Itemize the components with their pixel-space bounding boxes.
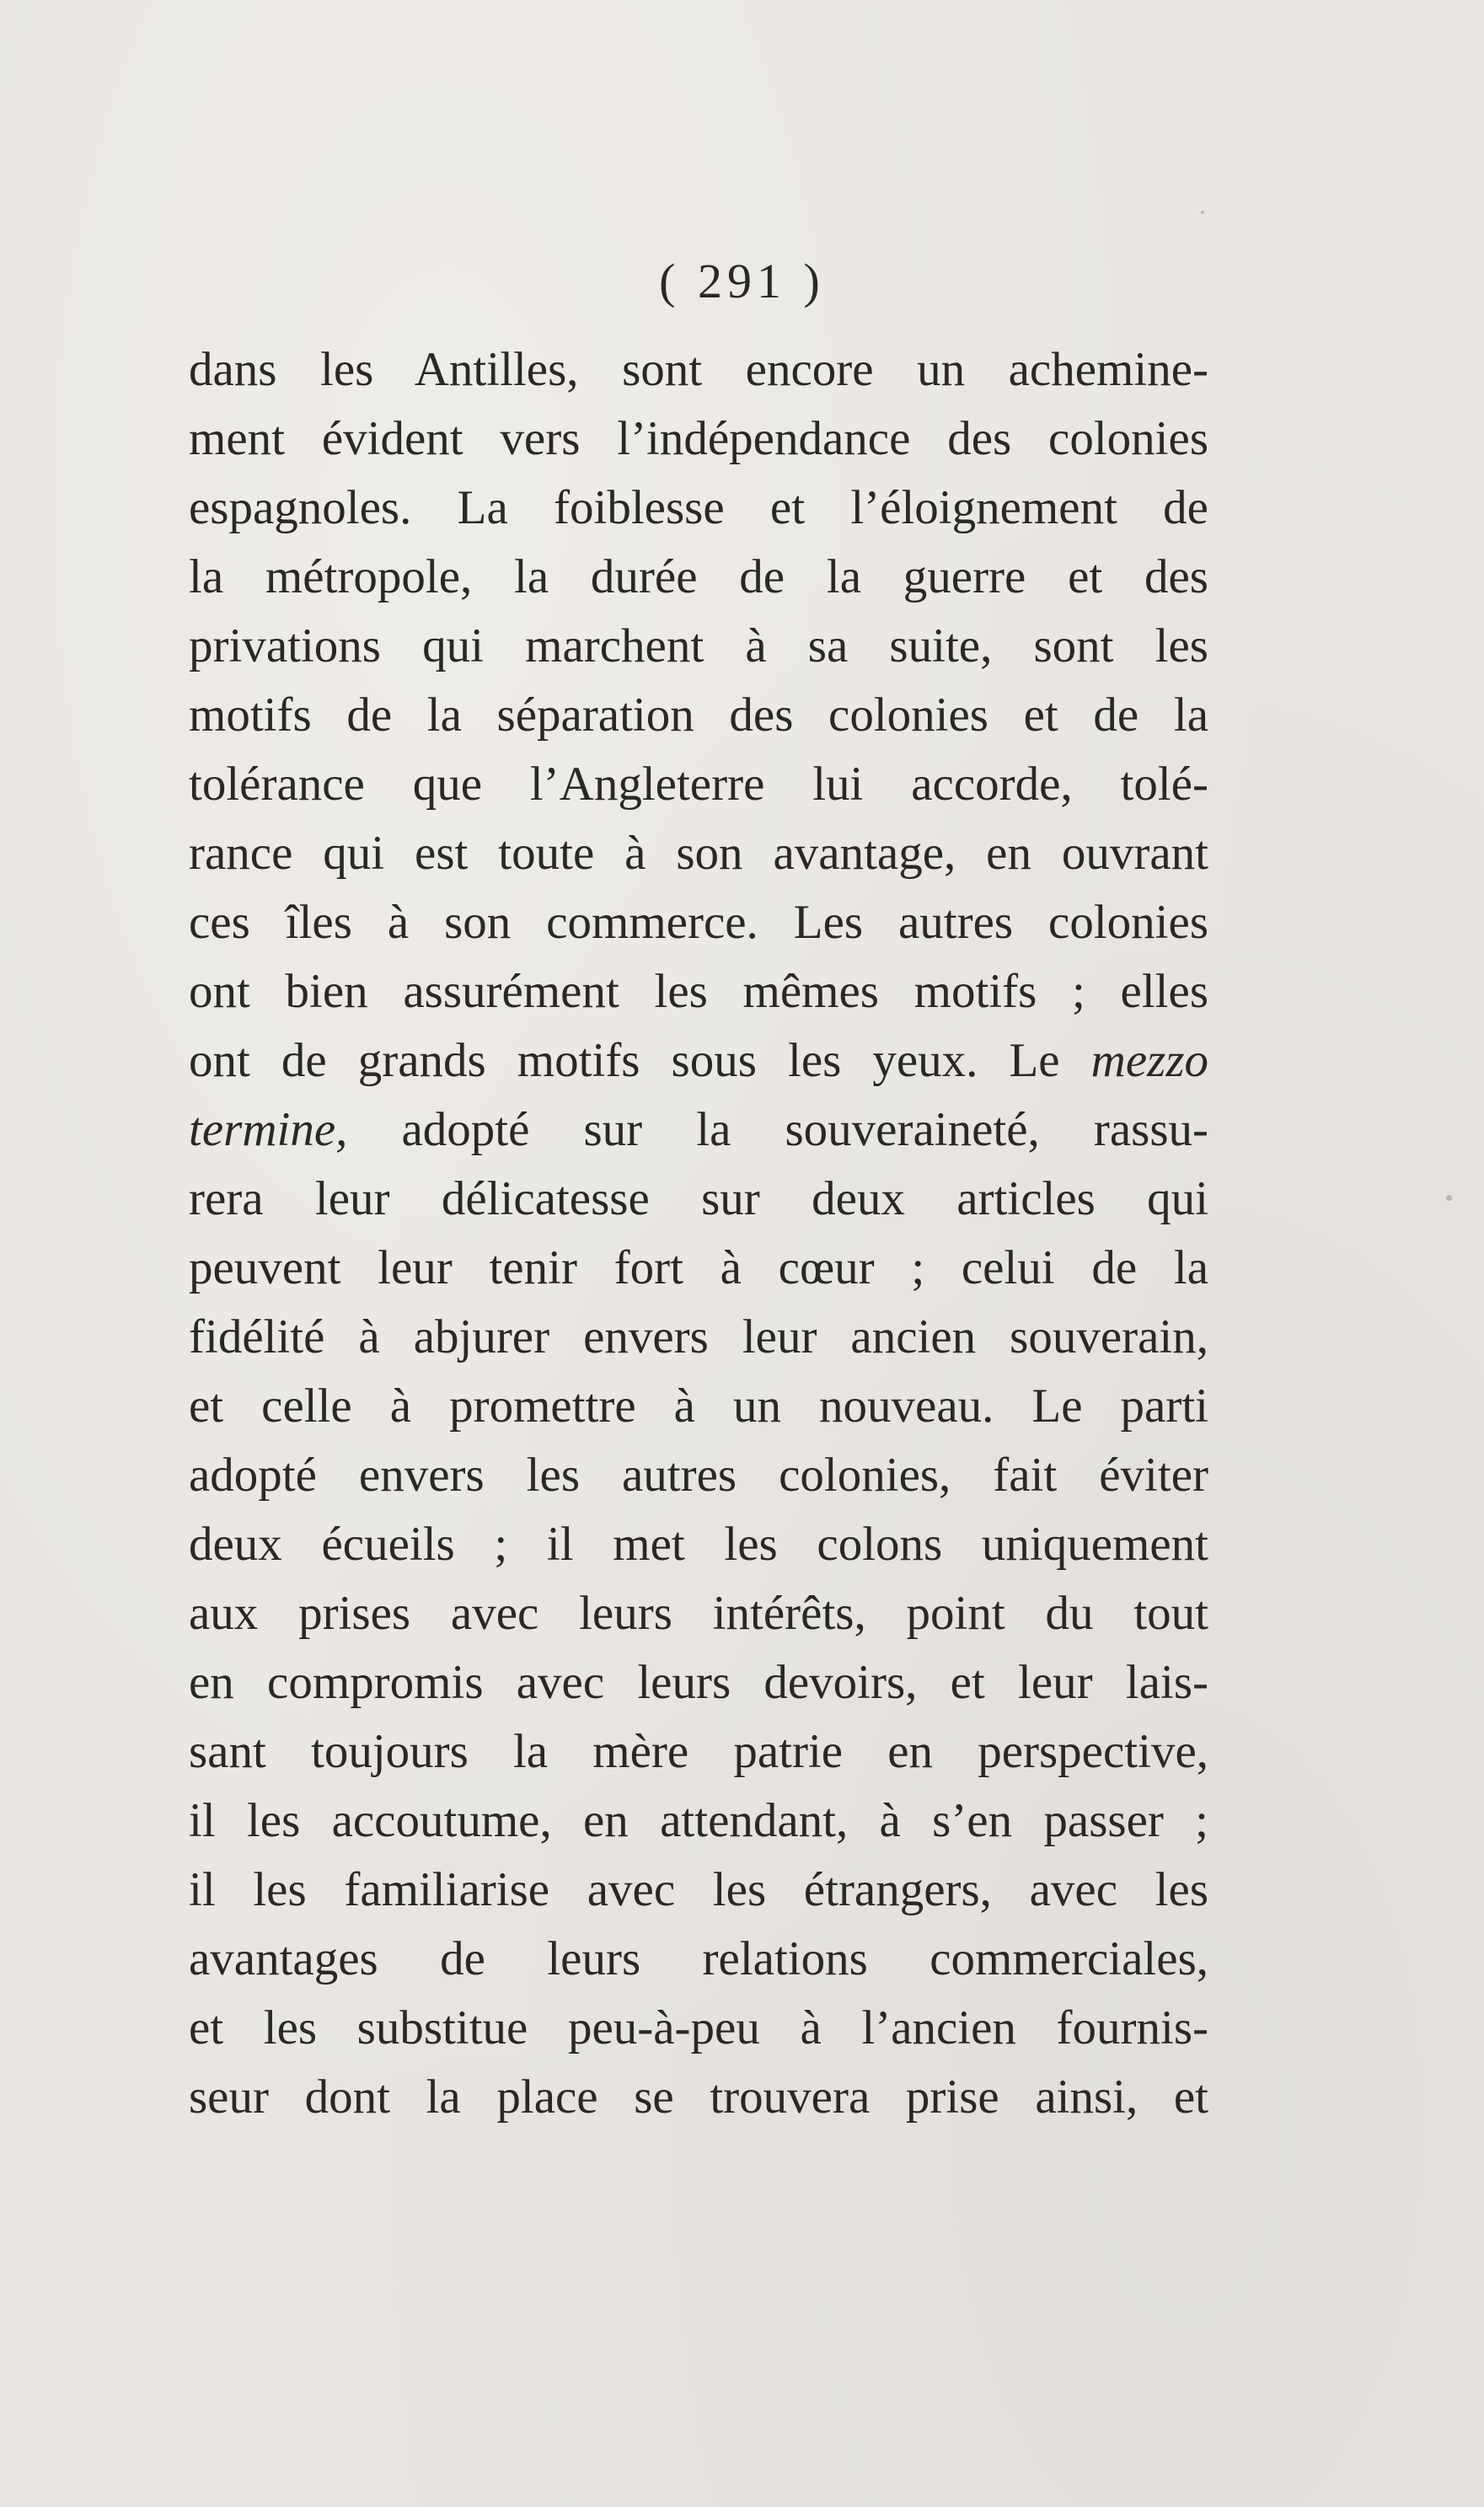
text-line-with-italic — [189, 1095, 1208, 1165]
text-segment: ont de grands motifs sous les yeux. Le — [189, 1034, 1091, 1087]
text-line: avantages de leurs relations commerciales, — [189, 1932, 1208, 1985]
text-line: et les substitue peu-à-peu à l’ancien fournis- — [189, 2001, 1208, 2054]
paper-speck — [1446, 1195, 1452, 1201]
body-text — [189, 335, 1208, 2132]
text-line: adopté envers les autres colonies, fait éviter — [189, 1449, 1208, 1502]
text-line: dans les Antilles, sont encore un achemine- — [189, 343, 1208, 396]
text-line: privations qui marchent à sa suite, sont les — [189, 619, 1208, 672]
page-number: ( 291 ) — [659, 254, 825, 308]
text-line: seur dont la place se trouvera prise ainsi, et — [189, 2070, 1208, 2124]
text-line: tolérance que l’Angleterre lui accorde, tolé- — [189, 758, 1208, 811]
text-line: rera leur délicatesse sur deux articles qui — [189, 1172, 1208, 1225]
text-line-with-italic — [189, 1026, 1208, 1095]
text-line: la métropole, la durée de la guerre et des — [189, 550, 1208, 603]
text-line: ont bien assurément les mêmes motifs ; elles — [189, 965, 1208, 1018]
text-line: fidélité à abjurer envers leur ancien souverain, — [189, 1310, 1208, 1363]
text-line: espagnoles. La foiblesse et l’éloignement de — [189, 481, 1208, 534]
text-line: il les accoutume, en attendant, à s’en passer ; — [189, 1794, 1208, 1847]
italic-phrase: mezzo — [1090, 1034, 1208, 1087]
text-line: rance qui est toute à son avantage, en ouvrant — [189, 827, 1208, 880]
text-line: deux écueils ; il met les colons uniquement — [189, 1518, 1208, 1571]
italic-phrase: termine, — [189, 1103, 348, 1156]
text-line: ment évident vers l’indépendance des colonies — [189, 412, 1208, 465]
text-line: en compromis avec leurs devoirs, et leur lais- — [189, 1656, 1208, 1709]
text-line: ces îles à son commerce. Les autres colonies — [189, 896, 1208, 949]
text-line: aux prises avec leurs intérêts, point du tout — [189, 1587, 1208, 1640]
text-line: il les familiarise avec les étrangers, avec les — [189, 1863, 1208, 1916]
paper-speck — [1201, 211, 1204, 214]
text-line: et celle à promettre à un nouveau. Le parti — [189, 1379, 1208, 1433]
text-line: motifs de la séparation des colonies et de la — [189, 688, 1208, 742]
text-line: peuvent leur tenir fort à cœur ; celui de la — [189, 1241, 1208, 1294]
text-segment: adopté sur la souveraineté, rassu- — [401, 1103, 1208, 1156]
text-line: sant toujours la mère patrie en perspective, — [189, 1725, 1208, 1778]
